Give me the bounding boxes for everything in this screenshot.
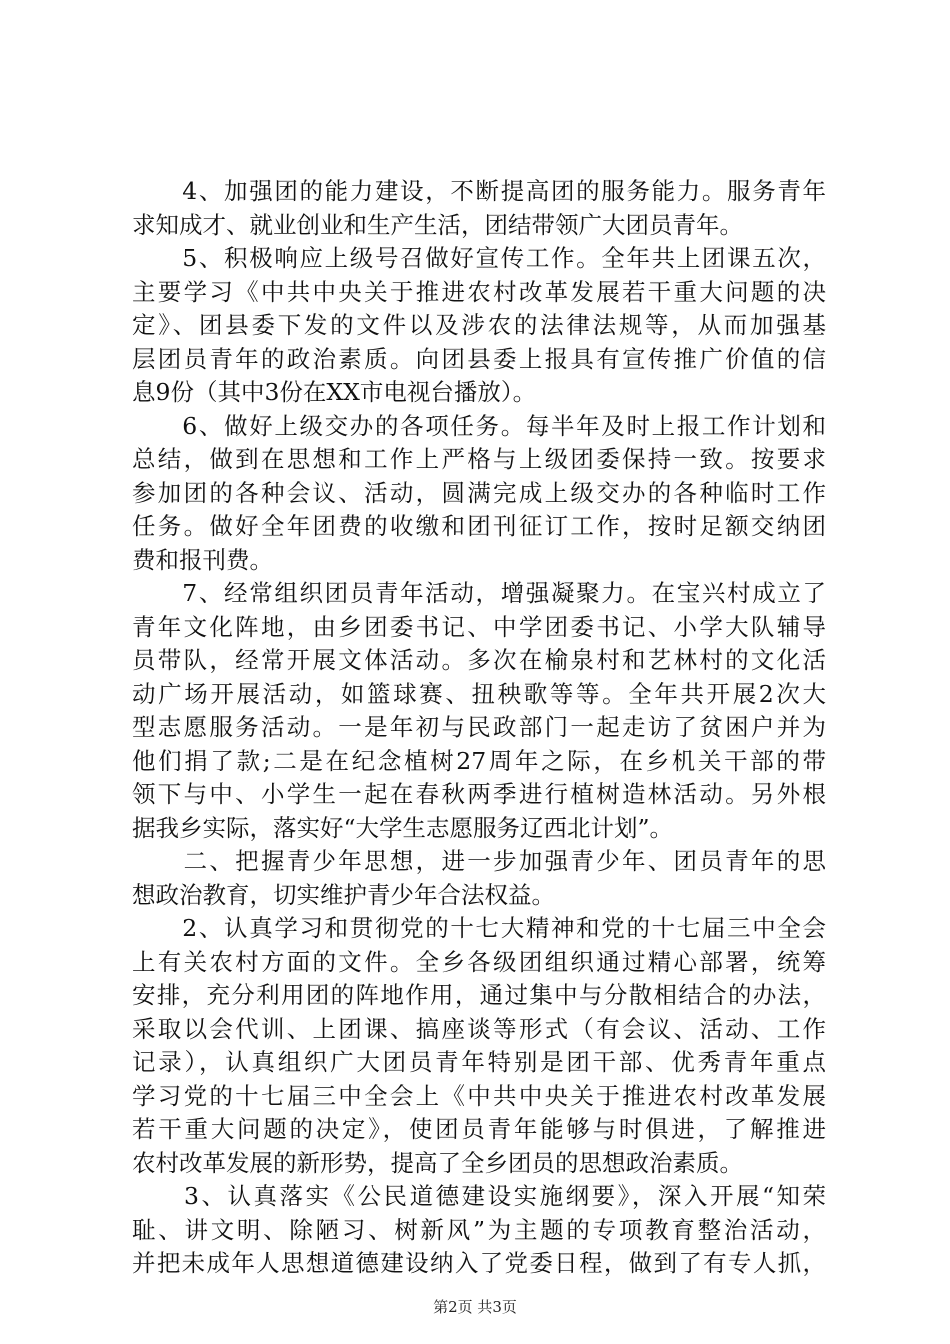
text-line: 耻、讲文明、除陋习、树新风”为主题的专项教育整治活动， (132, 1215, 826, 1244)
text-line: 息9份（其中3份在XX市电视台播放）。 (132, 378, 537, 406)
paragraph (132, 410, 826, 578)
text-line: 5、积极响应上级号召做好宣传工作。全年共上团课五次， (132, 244, 826, 272)
text-line: 7、经常组织团员青年活动，增强凝聚力。在宝兴村成立了 (132, 579, 826, 607)
body-text (132, 175, 826, 1281)
text-line: 他们捐了款;二是在纪念植树27周年之际，在乡机关干部的带 (132, 746, 826, 775)
text-line: 任务。做好全年团费的收缴和团刊征订工作，按时足额交纳团 (132, 512, 826, 540)
text-line: 4、加强团的能力建设，不断提高团的服务能力。服务青年 (132, 177, 826, 205)
paragraph (132, 577, 826, 845)
text-line: 型志愿服务活动。一是年初与民政部门一起走访了贫困户并为 (132, 713, 826, 741)
text-line: 6、做好上级交办的各项任务。每半年及时上报工作计划和 (132, 411, 826, 440)
text-line: 2、认真学习和贯彻党的十七大精神和党的十七届三中全会 (132, 914, 826, 942)
page-footer: 第2页 共3页 (433, 1298, 517, 1316)
text-line: 费和报刊费。 (132, 545, 273, 574)
text-line: 求知成才、就业创业和生产生活，团结带领广大团员青年。 (132, 210, 743, 239)
paragraph (132, 912, 826, 1180)
text-line: 记录），认真组织广大团员青年特别是团干部、优秀青年重点 (132, 1048, 826, 1076)
paragraph (132, 242, 826, 410)
text-line: 采取以会代训、上团课、搞座谈等形式（有会议、活动、工作 (132, 1014, 826, 1043)
text-line: 层团员青年的政治素质。向团县委上报具有宣传推广价值的信 (132, 344, 826, 373)
text-line: 3、认真落实《公民道德建设实施纲要》，深入开展“知荣 (132, 1182, 826, 1210)
text-line: 想政治教育，切实维护青少年合法权益。 (132, 880, 555, 909)
paragraph (132, 175, 826, 242)
text-line: 员带队，经常开展文体活动。多次在榆泉村和艺林村的文化活 (132, 646, 826, 674)
text-line: 主要学习《中共中央关于推进农村改革发展若干重大问题的决 (132, 277, 826, 306)
paragraph (132, 1180, 826, 1281)
text-line: 青年文化阵地，由乡团委书记、中学团委书记、小学大队辅导 (132, 612, 826, 641)
text-line: 若干重大问题的决定》，使团员青年能够与时俱进，了解推进 (132, 1115, 826, 1143)
text-line: 据我乡实际，落实好“大学生志愿服务辽西北计划”。 (132, 813, 674, 842)
text-line: 总结，做到在思想和工作上严格与上级团委保持一致。按要求 (132, 445, 826, 473)
text-line: 二、把握青少年思想，进一步加强青少年、团员青年的思 (132, 847, 826, 875)
text-line: 安排，充分利用团的阵地作用，通过集中与分散相结合的办法， (132, 981, 826, 1009)
text-line: 动广场开展活动，如篮球赛、扭秧歌等等。全年共开展2次大 (132, 679, 826, 708)
text-line: 学习党的十七届三中全会上《中共中央关于推进农村改革发展 (132, 1081, 826, 1110)
text-line: 参加团的各种会议、活动，圆满完成上级交办的各种临时工作 (132, 478, 826, 507)
text-line: 上有关农村方面的文件。全乡各级团组织通过精心部署，统筹 (132, 947, 826, 976)
paragraph (132, 845, 826, 912)
text-line: 领下与中、小学生一起在春秋两季进行植树造林活动。另外根 (132, 780, 826, 808)
text-line: 并把未成年人思想道德建设纳入了党委日程，做到了有专人抓， (132, 1249, 826, 1277)
text-line: 定》、团县委下发的文件以及涉农的法律法规等，从而加强基 (132, 311, 826, 339)
text-line: 农村改革发展的新形势，提高了全乡团员的思想政治素质。 (132, 1148, 743, 1177)
